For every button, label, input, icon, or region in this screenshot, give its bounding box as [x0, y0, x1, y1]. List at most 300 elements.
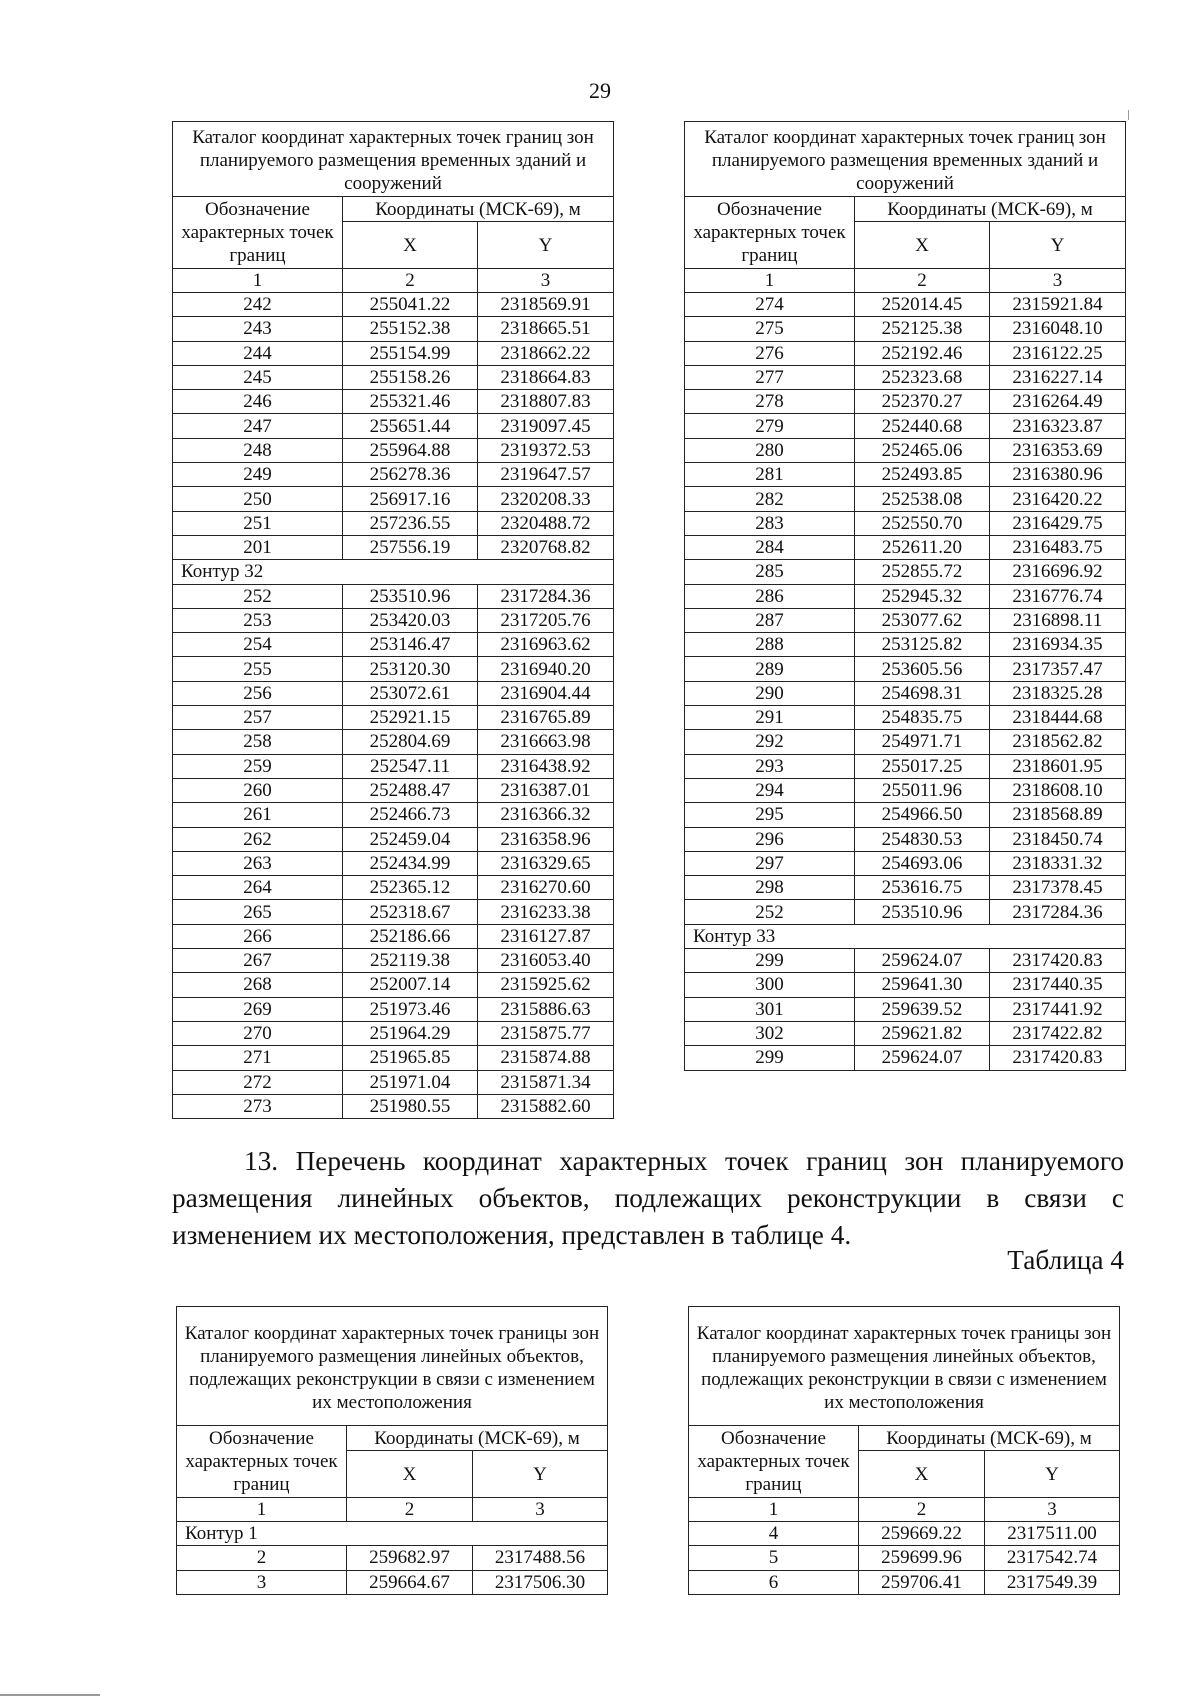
table-row [173, 803, 614, 827]
cell-x: 253077.62 [855, 608, 990, 632]
cell-point: 272 [173, 1070, 343, 1094]
cell-point: 299 [685, 949, 855, 973]
table-row [685, 608, 1126, 632]
cell-point: 257 [173, 706, 343, 730]
cell-y: 2318568.89 [990, 803, 1126, 827]
col-header-coords: Координаты (МСК-69), м [859, 1426, 1120, 1451]
col-number-1: 1 [689, 1498, 859, 1522]
cell-x: 251971.04 [343, 1070, 478, 1094]
cell-x: 252186.66 [343, 924, 478, 948]
table-row [685, 949, 1126, 973]
contour-label: Контур 32 [173, 560, 614, 584]
table-row [685, 633, 1126, 657]
paragraph-text: 13. Перечень координат характерных точек границ зон планируемого размещения линейных объектов, подлежащих реконструкции в связи с изменением их местоположения, представлен в таблице 4. [172, 1146, 1124, 1250]
table-row [685, 390, 1126, 414]
cell-y: 2317284.36 [478, 584, 614, 608]
col-number-1: 1 [177, 1498, 347, 1522]
table-title: Каталог координат характерных точек границ зон планируемого размещения временных зданий и сооружений [685, 122, 1126, 197]
cell-point: 263 [173, 851, 343, 875]
table-row [173, 341, 614, 365]
cell-y: 2318331.32 [990, 851, 1126, 875]
cell-x: 251964.29 [343, 1021, 478, 1045]
table-row [173, 924, 614, 948]
cell-x: 252611.20 [855, 535, 990, 559]
col-header-x: X [859, 1451, 985, 1498]
cell-x: 253605.56 [855, 657, 990, 681]
table-row [685, 730, 1126, 754]
table-row [173, 511, 614, 535]
cell-x: 255152.38 [343, 317, 478, 341]
cell-y: 2320208.33 [478, 487, 614, 511]
cell-y: 2318664.83 [478, 365, 614, 389]
cell-x: 259669.22 [859, 1522, 985, 1546]
cell-y: 2316227.14 [990, 365, 1126, 389]
table-title: Каталог координат характерных точек границы зон планируемого размещения линейных объектов, подлежащих реконструкции в связи с изменением их местоположения [177, 1307, 608, 1426]
cell-y: 2319647.57 [478, 463, 614, 487]
cell-point: 252 [173, 584, 343, 608]
cell-x: 253616.75 [855, 876, 990, 900]
table-row [685, 1046, 1126, 1070]
cell-x: 259699.96 [859, 1546, 985, 1570]
cell-point: 301 [685, 997, 855, 1021]
col-number-3: 3 [473, 1498, 608, 1522]
cell-point: 264 [173, 876, 343, 900]
cell-point: 201 [173, 535, 343, 559]
cell-y: 2315921.84 [990, 293, 1126, 317]
table-row [685, 827, 1126, 851]
table-row [173, 851, 614, 875]
table-row [173, 681, 614, 705]
col-header-coords: Координаты (МСК-69), м [347, 1426, 608, 1451]
cell-point: 2 [177, 1546, 347, 1570]
cell-point: 244 [173, 341, 343, 365]
cell-y: 2316380.96 [990, 463, 1126, 487]
cell-x: 252365.12 [343, 876, 478, 900]
cell-point: 253 [173, 608, 343, 632]
cell-x: 252465.06 [855, 438, 990, 462]
table-row [685, 754, 1126, 778]
table-row [173, 778, 614, 802]
cell-x: 252945.32 [855, 584, 990, 608]
table-row [685, 851, 1126, 875]
cell-point: 252 [685, 900, 855, 924]
cell-y: 2317420.83 [990, 1046, 1126, 1070]
table-row [685, 535, 1126, 559]
cell-point: 4 [689, 1522, 859, 1546]
cell-y: 2318608.10 [990, 778, 1126, 802]
table-row [685, 657, 1126, 681]
cell-point: 299 [685, 1046, 855, 1070]
cell-y: 2316048.10 [990, 317, 1126, 341]
cell-point: 266 [173, 924, 343, 948]
col-number-1: 1 [173, 269, 343, 293]
cell-x: 259624.07 [855, 1046, 990, 1070]
cell-point: 297 [685, 851, 855, 875]
cell-x: 252493.85 [855, 463, 990, 487]
cell-x: 257556.19 [343, 535, 478, 559]
cell-y: 2315871.34 [478, 1070, 614, 1094]
table-row [173, 754, 614, 778]
col-number-3: 3 [985, 1498, 1120, 1522]
table-row [685, 778, 1126, 802]
col-number-3: 3 [990, 269, 1126, 293]
cell-point: 291 [685, 706, 855, 730]
cell-y: 2316366.32 [478, 803, 614, 827]
table-row [685, 1021, 1126, 1045]
cell-point: 251 [173, 511, 343, 535]
contour-row [177, 1522, 608, 1546]
table-row [685, 706, 1126, 730]
table-row [685, 487, 1126, 511]
cell-y: 2317542.74 [985, 1546, 1120, 1570]
cell-point: 300 [685, 973, 855, 997]
table-row [685, 463, 1126, 487]
cell-point: 288 [685, 633, 855, 657]
table-row [173, 1021, 614, 1045]
cell-y: 2319372.53 [478, 438, 614, 462]
cell-x: 252466.73 [343, 803, 478, 827]
cell-x: 253510.96 [343, 584, 478, 608]
cell-point: 270 [173, 1021, 343, 1045]
table-row [689, 1570, 1120, 1594]
cell-y: 2316963.62 [478, 633, 614, 657]
cell-point: 277 [685, 365, 855, 389]
cell-y: 2318601.95 [990, 754, 1126, 778]
cell-y: 2317357.47 [990, 657, 1126, 681]
cell-x: 252921.15 [343, 706, 478, 730]
cell-y: 2316663.98 [478, 730, 614, 754]
cell-point: 269 [173, 997, 343, 1021]
table-row [173, 900, 614, 924]
cell-point: 289 [685, 657, 855, 681]
cell-x: 253510.96 [855, 900, 990, 924]
cell-point: 293 [685, 754, 855, 778]
cell-x: 252440.68 [855, 414, 990, 438]
cell-point: 296 [685, 827, 855, 851]
col-header-y: Y [473, 1451, 608, 1498]
cell-point: 6 [689, 1570, 859, 1594]
col-header-x: X [343, 222, 478, 269]
contour-row [685, 924, 1126, 948]
table-row [685, 560, 1126, 584]
cell-y: 2316353.69 [990, 438, 1126, 462]
col-header-y: Y [478, 222, 614, 269]
cell-x: 259706.41 [859, 1570, 985, 1594]
cell-point: 248 [173, 438, 343, 462]
cell-x: 252804.69 [343, 730, 478, 754]
cell-y: 2317488.56 [473, 1546, 608, 1570]
cell-point: 274 [685, 293, 855, 317]
cell-point: 267 [173, 949, 343, 973]
cell-y: 2316264.49 [990, 390, 1126, 414]
cell-x: 254698.31 [855, 681, 990, 705]
cell-x: 253125.82 [855, 633, 990, 657]
contour-row [173, 560, 614, 584]
col-header-x: X [347, 1451, 473, 1498]
table-row [173, 633, 614, 657]
table-row [173, 317, 614, 341]
cell-y: 2319097.45 [478, 414, 614, 438]
cell-y: 2317420.83 [990, 949, 1126, 973]
table-row [173, 949, 614, 973]
col-header-y: Y [990, 222, 1126, 269]
cell-y: 2316696.92 [990, 560, 1126, 584]
cell-x: 255321.46 [343, 390, 478, 414]
cell-point: 246 [173, 390, 343, 414]
table-row [685, 876, 1126, 900]
cell-y: 2316323.87 [990, 414, 1126, 438]
cell-point: 281 [685, 463, 855, 487]
table-row [685, 293, 1126, 317]
scan-artifact [0, 1694, 100, 1696]
col-header-point: Обозначение характерных точек границ [173, 197, 343, 269]
cell-y: 2318662.22 [478, 341, 614, 365]
cell-y: 2316387.01 [478, 778, 614, 802]
table-row [173, 1070, 614, 1094]
cell-point: 255 [173, 657, 343, 681]
cell-y: 2318325.28 [990, 681, 1126, 705]
cell-y: 2315874.88 [478, 1046, 614, 1070]
cell-x: 255964.88 [343, 438, 478, 462]
table-row [173, 608, 614, 632]
cell-point: 265 [173, 900, 343, 924]
cell-x: 252119.38 [343, 949, 478, 973]
table-row [177, 1570, 608, 1594]
table-row [173, 706, 614, 730]
cell-x: 259641.30 [855, 973, 990, 997]
coordinates-table-lower-right [688, 1306, 1120, 1595]
cell-y: 2320768.82 [478, 535, 614, 559]
table-row [685, 997, 1126, 1021]
cell-x: 251965.85 [343, 1046, 478, 1070]
cell-x: 252488.47 [343, 778, 478, 802]
table-row [173, 730, 614, 754]
cell-y: 2316904.44 [478, 681, 614, 705]
cell-point: 256 [173, 681, 343, 705]
cell-y: 2317440.35 [990, 973, 1126, 997]
table-row [173, 584, 614, 608]
cell-point: 287 [685, 608, 855, 632]
cell-point: 282 [685, 487, 855, 511]
cell-point: 5 [689, 1546, 859, 1570]
cell-y: 2317378.45 [990, 876, 1126, 900]
cell-x: 255011.96 [855, 778, 990, 802]
cell-x: 252125.38 [855, 317, 990, 341]
cell-y: 2318569.91 [478, 293, 614, 317]
cell-y: 2316429.75 [990, 511, 1126, 535]
cell-point: 259 [173, 754, 343, 778]
cell-point: 284 [685, 535, 855, 559]
table-row [685, 584, 1126, 608]
cell-point: 294 [685, 778, 855, 802]
table-row [685, 414, 1126, 438]
cell-point: 268 [173, 973, 343, 997]
cell-point: 285 [685, 560, 855, 584]
cell-y: 2315925.62 [478, 973, 614, 997]
table-row [177, 1546, 608, 1570]
cell-x: 254693.06 [855, 851, 990, 875]
cell-y: 2316940.20 [478, 657, 614, 681]
cell-point: 254 [173, 633, 343, 657]
cell-point: 276 [685, 341, 855, 365]
cell-x: 251973.46 [343, 997, 478, 1021]
table-row [173, 414, 614, 438]
scan-artifact [1128, 110, 1129, 120]
cell-y: 2317441.92 [990, 997, 1126, 1021]
cell-y: 2320488.72 [478, 511, 614, 535]
coordinates-table-lower-left [176, 1306, 608, 1595]
table-row [685, 900, 1126, 924]
cell-x: 254835.75 [855, 706, 990, 730]
cell-y: 2318562.82 [990, 730, 1126, 754]
cell-x: 252855.72 [855, 560, 990, 584]
cell-x: 252192.46 [855, 341, 990, 365]
table-row [173, 365, 614, 389]
table-row [173, 827, 614, 851]
cell-x: 252014.45 [855, 293, 990, 317]
cell-x: 253146.47 [343, 633, 478, 657]
coordinates-table-upper-right [684, 121, 1126, 1071]
col-header-point: Обозначение характерных точек границ [177, 1426, 347, 1498]
cell-x: 254971.71 [855, 730, 990, 754]
cell-point: 286 [685, 584, 855, 608]
cell-y: 2317549.39 [985, 1570, 1120, 1594]
cell-x: 252007.14 [343, 973, 478, 997]
cell-y: 2317284.36 [990, 900, 1126, 924]
cell-y: 2316898.11 [990, 608, 1126, 632]
cell-y: 2316934.35 [990, 633, 1126, 657]
cell-y: 2318444.68 [990, 706, 1126, 730]
cell-point: 250 [173, 487, 343, 511]
cell-y: 2316765.89 [478, 706, 614, 730]
coordinates-table-upper-left [172, 121, 614, 1119]
col-header-coords: Координаты (МСК-69), м [343, 197, 614, 222]
table-row [685, 681, 1126, 705]
cell-x: 255041.22 [343, 293, 478, 317]
cell-x: 257236.55 [343, 511, 478, 535]
contour-label: Контур 33 [685, 924, 1126, 948]
col-number-2: 2 [855, 269, 990, 293]
cell-y: 2317422.82 [990, 1021, 1126, 1045]
table-row [173, 535, 614, 559]
col-number-2: 2 [347, 1498, 473, 1522]
cell-point: 3 [177, 1570, 347, 1594]
cell-y: 2316483.75 [990, 535, 1126, 559]
table-row [173, 390, 614, 414]
table-row [173, 973, 614, 997]
cell-point: 280 [685, 438, 855, 462]
cell-point: 271 [173, 1046, 343, 1070]
cell-x: 255158.26 [343, 365, 478, 389]
cell-point: 290 [685, 681, 855, 705]
col-header-coords: Координаты (МСК-69), м [855, 197, 1126, 222]
cell-y: 2317205.76 [478, 608, 614, 632]
cell-y: 2318450.74 [990, 827, 1126, 851]
cell-point: 249 [173, 463, 343, 487]
cell-y: 2316329.65 [478, 851, 614, 875]
table-row [685, 511, 1126, 535]
table-row [173, 1094, 614, 1118]
cell-x: 259664.67 [347, 1570, 473, 1594]
cell-y: 2317506.30 [473, 1570, 608, 1594]
table-row [689, 1546, 1120, 1570]
cell-point: 273 [173, 1094, 343, 1118]
cell-x: 255017.25 [855, 754, 990, 778]
cell-x: 252323.68 [855, 365, 990, 389]
cell-point: 247 [173, 414, 343, 438]
col-number-2: 2 [859, 1498, 985, 1522]
cell-point: 278 [685, 390, 855, 414]
cell-point: 261 [173, 803, 343, 827]
cell-x: 252318.67 [343, 900, 478, 924]
table-row [689, 1522, 1120, 1546]
cell-point: 262 [173, 827, 343, 851]
cell-x: 252547.11 [343, 754, 478, 778]
cell-point: 260 [173, 778, 343, 802]
table-row [685, 341, 1126, 365]
cell-y: 2316438.92 [478, 754, 614, 778]
cell-x: 255651.44 [343, 414, 478, 438]
table-row [173, 487, 614, 511]
cell-y: 2315882.60 [478, 1094, 614, 1118]
cell-y: 2318665.51 [478, 317, 614, 341]
cell-x: 256917.16 [343, 487, 478, 511]
table-row [173, 997, 614, 1021]
table-row [685, 438, 1126, 462]
cell-y: 2316420.22 [990, 487, 1126, 511]
cell-y: 2316270.60 [478, 876, 614, 900]
cell-point: 298 [685, 876, 855, 900]
cell-y: 2316233.38 [478, 900, 614, 924]
cell-x: 259682.97 [347, 1546, 473, 1570]
contour-label: Контур 1 [177, 1522, 608, 1546]
cell-x: 254966.50 [855, 803, 990, 827]
cell-point: 243 [173, 317, 343, 341]
table-row [173, 438, 614, 462]
cell-point: 258 [173, 730, 343, 754]
cell-point: 279 [685, 414, 855, 438]
cell-point: 295 [685, 803, 855, 827]
cell-point: 292 [685, 730, 855, 754]
cell-point: 275 [685, 317, 855, 341]
section-13-paragraph [172, 1143, 1124, 1254]
table-row [173, 293, 614, 317]
table-title: Каталог координат характерных точек границ зон планируемого размещения временных зданий и сооружений [173, 122, 614, 197]
col-header-y: Y [985, 1451, 1120, 1498]
cell-x: 253072.61 [343, 681, 478, 705]
cell-x: 253420.03 [343, 608, 478, 632]
cell-x: 255154.99 [343, 341, 478, 365]
cell-x: 252370.27 [855, 390, 990, 414]
col-number-2: 2 [343, 269, 478, 293]
cell-y: 2317511.00 [985, 1522, 1120, 1546]
table-row [173, 876, 614, 900]
col-header-point: Обозначение характерных точек границ [685, 197, 855, 269]
cell-x: 259639.52 [855, 997, 990, 1021]
cell-x: 254830.53 [855, 827, 990, 851]
cell-x: 259621.82 [855, 1021, 990, 1045]
cell-x: 252434.99 [343, 851, 478, 875]
table-row [173, 657, 614, 681]
cell-y: 2316776.74 [990, 584, 1126, 608]
cell-y: 2315886.63 [478, 997, 614, 1021]
cell-point: 302 [685, 1021, 855, 1045]
table-row [685, 803, 1126, 827]
table-row [685, 365, 1126, 389]
table-4-label: Таблица 4 [1007, 1245, 1124, 1275]
cell-point: 245 [173, 365, 343, 389]
cell-point: 242 [173, 293, 343, 317]
